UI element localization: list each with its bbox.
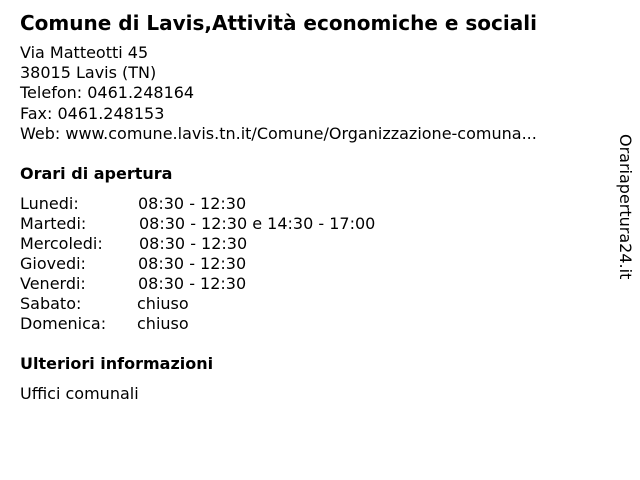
city-postal-code: 38015 Lavis (TN): [20, 63, 157, 83]
hours-value: 08:30 - 12:30 e 14:30 - 17:00: [139, 214, 376, 233]
hours-value: 08:30 - 12:30: [138, 254, 247, 273]
hours-value: chiuso: [137, 294, 189, 313]
opening-hours-heading: Orari di apertura: [20, 164, 173, 183]
day-label: Venerdi:: [20, 274, 86, 293]
page-title: Comune di Lavis,Attività economiche e sociali: [20, 11, 537, 35]
day-label: Martedi:: [20, 214, 87, 233]
phone-number: Telefon: 0461.248164: [20, 83, 195, 103]
further-info-heading: Ulteriori informazioni: [20, 354, 214, 373]
street-address: Via Matteotti 45: [20, 43, 149, 62]
address-block: [20, 43, 537, 144]
hours-value: chiuso: [137, 314, 189, 333]
site-watermark: Orariapertura24.it: [616, 134, 635, 280]
day-label: Lunedi:: [20, 194, 79, 213]
day-label: Mercoledi:: [20, 234, 103, 253]
hours-value: 08:30 - 12:30: [139, 234, 248, 253]
website-link[interactable]: Web: www.comune.lavis.tn.it/Comune/Organizzazione-comuna...: [20, 123, 537, 143]
fax-number: Fax: 0461.248153: [20, 103, 165, 123]
hours-value: 08:30 - 12:30: [138, 194, 247, 213]
hours-value: 08:30 - 12:30: [138, 274, 247, 293]
further-info-text: Uffici comunali: [20, 384, 139, 403]
day-label: Domenica:: [20, 314, 107, 333]
day-label: Giovedi:: [20, 254, 86, 273]
day-label: Sabato:: [20, 294, 82, 313]
